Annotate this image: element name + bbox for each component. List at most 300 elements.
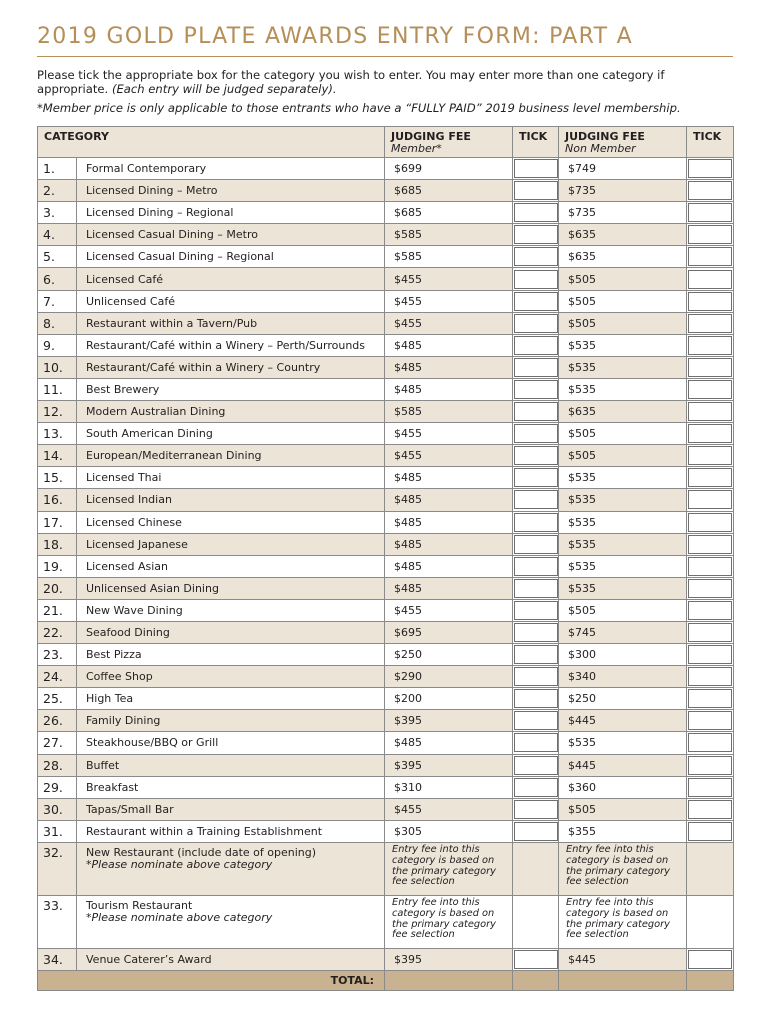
member-tick-checkbox[interactable] xyxy=(514,468,558,487)
table-row xyxy=(38,666,734,688)
category-name: New Wave Dining xyxy=(77,599,385,621)
category-number: 17. xyxy=(38,511,77,533)
member-tick-checkbox[interactable] xyxy=(514,623,558,642)
nonmember-fee: $535 xyxy=(559,378,687,400)
category-number: 29. xyxy=(38,776,77,798)
category-name: Family Dining xyxy=(77,710,385,732)
category-number: 13. xyxy=(38,423,77,445)
nonmember-tick-cell xyxy=(687,334,734,356)
category-number: 32. xyxy=(38,842,77,895)
member-tick-cell xyxy=(513,489,559,511)
member-tick-cell xyxy=(513,577,559,599)
member-fee: $695 xyxy=(385,621,513,643)
member-fee: $485 xyxy=(385,356,513,378)
table-row xyxy=(38,511,734,533)
member-tick-total xyxy=(513,971,559,991)
nonmember-tick-checkbox[interactable] xyxy=(688,623,732,642)
category-name: Restaurant within a Tavern/Pub xyxy=(77,312,385,334)
nonmember-tick-checkbox[interactable] xyxy=(688,181,732,200)
nonmember-tick-checkbox[interactable] xyxy=(688,247,732,266)
member-fee: $685 xyxy=(385,180,513,202)
table-row xyxy=(38,423,734,445)
member-tick-checkbox[interactable] xyxy=(514,336,558,355)
nonmember-tick-checkbox[interactable] xyxy=(688,424,732,443)
category-number: 19. xyxy=(38,555,77,577)
nonmember-tick-checkbox[interactable] xyxy=(688,557,732,576)
table-row xyxy=(38,489,734,511)
member-tick-checkbox[interactable] xyxy=(514,733,558,752)
member-tick-checkbox[interactable] xyxy=(514,203,558,222)
table-row xyxy=(38,180,734,202)
category-name: Unlicensed Asian Dining xyxy=(77,577,385,599)
category-number: 20. xyxy=(38,577,77,599)
table-row xyxy=(38,644,734,666)
member-fee-note: Entry fee into this category is based on the primary category fee selection xyxy=(392,896,496,941)
member-fee: $305 xyxy=(385,820,513,842)
category-number: 6. xyxy=(38,268,77,290)
table-row xyxy=(38,334,734,356)
table-row xyxy=(38,555,734,577)
nonmember-fee: $735 xyxy=(559,202,687,224)
member-tick-checkbox[interactable] xyxy=(514,402,558,421)
table-row xyxy=(38,688,734,710)
category-name: European/Mediterranean Dining xyxy=(77,445,385,467)
nonmember-fee: $735 xyxy=(559,180,687,202)
category-name: Licensed Casual Dining – Metro xyxy=(77,224,385,246)
table-row xyxy=(38,401,734,423)
category-name: Seafood Dining xyxy=(77,621,385,643)
member-tick-cell xyxy=(513,754,559,776)
instructions-italic: (Each entry will be judged separately). xyxy=(111,82,337,96)
member-tick-checkbox[interactable] xyxy=(514,950,558,969)
nonmember-fee-header-label: JUDGING FEE xyxy=(565,130,645,143)
member-total-field[interactable] xyxy=(385,971,513,991)
nonmember-tick-cell xyxy=(687,224,734,246)
instructions-line: Please tick the appropriate box for the category you wish to enter. You may enter more than one category if appropriate. xyxy=(37,68,665,96)
member-tick-checkbox[interactable] xyxy=(514,601,558,620)
member-tick-cell xyxy=(513,224,559,246)
member-tick-checkbox[interactable] xyxy=(514,181,558,200)
nonmember-tick-cell xyxy=(687,312,734,334)
table-row xyxy=(38,710,734,732)
nonmember-tick-checkbox[interactable] xyxy=(688,822,732,841)
member-fee-header-sub: Member* xyxy=(391,142,442,155)
nonmember-fee: $360 xyxy=(559,776,687,798)
category-name: New Restaurant (include date of opening) xyxy=(86,845,317,859)
member-fee: $485 xyxy=(385,489,513,511)
category-number: 2. xyxy=(38,180,77,202)
nonmember-fee: $300 xyxy=(559,644,687,666)
nonmember-tick-checkbox[interactable] xyxy=(688,667,732,686)
category-name: Best Brewery xyxy=(77,378,385,400)
nonmember-tick-checkbox[interactable] xyxy=(688,601,732,620)
nonmember-fee: $505 xyxy=(559,312,687,334)
nonmember-tick-checkbox[interactable] xyxy=(688,336,732,355)
member-tick-cell xyxy=(513,895,559,948)
category-name: South American Dining xyxy=(77,423,385,445)
member-fee: $455 xyxy=(385,312,513,334)
table-row xyxy=(38,776,734,798)
nonmember-tick-checkbox[interactable] xyxy=(688,358,732,377)
member-tick-cell xyxy=(513,268,559,290)
nonmember-fee: $250 xyxy=(559,688,687,710)
member-tick-cell xyxy=(513,401,559,423)
category-number: 27. xyxy=(38,732,77,754)
member-tick-cell xyxy=(513,555,559,577)
member-fee: $585 xyxy=(385,246,513,268)
total-label: TOTAL: xyxy=(38,971,385,991)
nonmember-tick-checkbox[interactable] xyxy=(688,513,732,532)
nonmember-fee: $505 xyxy=(559,268,687,290)
nonmember-tick-cell xyxy=(687,776,734,798)
table-row xyxy=(38,895,734,948)
member-fee: $485 xyxy=(385,378,513,400)
category-number: 8. xyxy=(38,312,77,334)
member-fee: $395 xyxy=(385,754,513,776)
table-row xyxy=(38,948,734,970)
table-row xyxy=(38,577,734,599)
nonmember-tick-cell xyxy=(687,732,734,754)
table-row xyxy=(38,378,734,400)
nonmember-tick-cell xyxy=(687,895,734,948)
nonmember-tick-cell xyxy=(687,202,734,224)
nonmember-fee: $635 xyxy=(559,246,687,268)
category-name: Tourism Restaurant xyxy=(86,898,193,912)
member-tick-checkbox[interactable] xyxy=(514,446,558,465)
member-tick-cell xyxy=(513,776,559,798)
member-fee: $585 xyxy=(385,401,513,423)
nonmember-fee-header-sub: Non Member xyxy=(565,142,636,155)
category-number: 18. xyxy=(38,533,77,555)
member-tick-checkbox[interactable] xyxy=(514,292,558,311)
nonmember-fee: $635 xyxy=(559,224,687,246)
member-tick-cell xyxy=(513,312,559,334)
member-tick-cell xyxy=(513,158,559,180)
category-name: Restaurant within a Training Establishment xyxy=(77,820,385,842)
member-fee: $455 xyxy=(385,423,513,445)
member-tick-cell xyxy=(513,948,559,970)
category-name: Tapas/Small Bar xyxy=(77,798,385,820)
member-tick-checkbox[interactable] xyxy=(514,225,558,244)
member-tick-cell xyxy=(513,688,559,710)
category-number: 23. xyxy=(38,644,77,666)
nonmember-tick-checkbox[interactable] xyxy=(688,446,732,465)
member-fee: $485 xyxy=(385,577,513,599)
nonmember-tick-cell xyxy=(687,467,734,489)
nonmember-tick-cell xyxy=(687,489,734,511)
nonmember-tick-cell xyxy=(687,644,734,666)
member-tick-checkbox[interactable] xyxy=(514,513,558,532)
member-fee: $485 xyxy=(385,334,513,356)
member-tick-checkbox[interactable] xyxy=(514,778,558,797)
member-tick-cell xyxy=(513,246,559,268)
member-fee: $455 xyxy=(385,268,513,290)
category-number: 15. xyxy=(38,467,77,489)
category-name: Best Pizza xyxy=(77,644,385,666)
nonmember-tick-cell xyxy=(687,842,734,895)
member-tick-checkbox[interactable] xyxy=(514,579,558,598)
category-name: Licensed Chinese xyxy=(77,511,385,533)
member-tick-checkbox[interactable] xyxy=(514,314,558,333)
category-name: Steakhouse/BBQ or Grill xyxy=(77,732,385,754)
member-tick-cell xyxy=(513,290,559,312)
nonmember-tick-checkbox[interactable] xyxy=(688,800,732,819)
member-fee: $200 xyxy=(385,688,513,710)
category-header: CATEGORY xyxy=(38,127,385,158)
nonmember-tick-checkbox[interactable] xyxy=(688,950,732,969)
nonmember-fee: $749 xyxy=(559,158,687,180)
nonmember-fee-cell xyxy=(559,895,687,948)
member-fee: $310 xyxy=(385,776,513,798)
nonmember-fee: $505 xyxy=(559,798,687,820)
nonmember-tick-cell xyxy=(687,820,734,842)
member-fee: $485 xyxy=(385,732,513,754)
category-name: High Tea xyxy=(77,688,385,710)
member-tick-checkbox[interactable] xyxy=(514,756,558,775)
table-row xyxy=(38,754,734,776)
table-row xyxy=(38,467,734,489)
category-number: 5. xyxy=(38,246,77,268)
member-tick-checkbox[interactable] xyxy=(514,380,558,399)
category-number: 21. xyxy=(38,599,77,621)
table-row xyxy=(38,533,734,555)
nonmember-tick-header: TICK xyxy=(687,127,734,158)
nonmember-tick-cell xyxy=(687,290,734,312)
nonmember-tick-checkbox[interactable] xyxy=(688,203,732,222)
nonmember-tick-checkbox[interactable] xyxy=(688,535,732,554)
member-fee: $290 xyxy=(385,666,513,688)
nonmember-tick-cell xyxy=(687,599,734,621)
title-divider xyxy=(37,56,733,57)
member-fee: $685 xyxy=(385,202,513,224)
table-row xyxy=(38,202,734,224)
table-row xyxy=(38,798,734,820)
category-name: Formal Contemporary xyxy=(77,158,385,180)
member-tick-cell xyxy=(513,467,559,489)
category-number: 25. xyxy=(38,688,77,710)
nonmember-tick-cell xyxy=(687,158,734,180)
nonmember-tick-checkbox[interactable] xyxy=(688,314,732,333)
member-tick-checkbox[interactable] xyxy=(514,645,558,664)
category-name: Licensed Asian xyxy=(77,555,385,577)
nonmember-tick-checkbox[interactable] xyxy=(688,402,732,421)
nonmember-tick-checkbox[interactable] xyxy=(688,468,732,487)
member-tick-checkbox[interactable] xyxy=(514,270,558,289)
member-tick-checkbox[interactable] xyxy=(514,159,558,178)
nominate-note: *Please nominate above category xyxy=(86,910,273,924)
table-row xyxy=(38,842,734,895)
category-name: Venue Caterer’s Award xyxy=(77,948,385,970)
member-tick-checkbox[interactable] xyxy=(514,247,558,266)
nonmember-tick-cell xyxy=(687,577,734,599)
nonmember-tick-checkbox[interactable] xyxy=(688,579,732,598)
nonmember-fee: $445 xyxy=(559,710,687,732)
nonmember-fee-note: Entry fee into this category is based on the primary category fee selection xyxy=(566,843,670,888)
nonmember-fee: $535 xyxy=(559,511,687,533)
member-fee-cell xyxy=(385,895,513,948)
category-number: 33. xyxy=(38,895,77,948)
nonmember-fee: $505 xyxy=(559,599,687,621)
nonmember-tick-cell xyxy=(687,423,734,445)
nonmember-fee: $535 xyxy=(559,467,687,489)
member-fee: $485 xyxy=(385,555,513,577)
category-number: 9. xyxy=(38,334,77,356)
member-tick-checkbox[interactable] xyxy=(514,535,558,554)
member-fee: $395 xyxy=(385,710,513,732)
member-tick-checkbox[interactable] xyxy=(514,822,558,841)
table-row xyxy=(38,290,734,312)
nonmember-tick-checkbox[interactable] xyxy=(688,645,732,664)
category-name: Licensed Café xyxy=(77,268,385,290)
member-tick-header: TICK xyxy=(513,127,559,158)
nonmember-fee: $340 xyxy=(559,666,687,688)
member-tick-checkbox[interactable] xyxy=(514,490,558,509)
category-name: Unlicensed Café xyxy=(77,290,385,312)
member-tick-checkbox[interactable] xyxy=(514,711,558,730)
member-fee: $585 xyxy=(385,224,513,246)
category-number: 14. xyxy=(38,445,77,467)
member-tick-checkbox[interactable] xyxy=(514,689,558,708)
category-name-cell xyxy=(77,895,385,948)
member-tick-cell xyxy=(513,180,559,202)
nonmember-tick-checkbox[interactable] xyxy=(688,756,732,775)
nonmember-fee: $505 xyxy=(559,290,687,312)
member-fee: $699 xyxy=(385,158,513,180)
category-number: 22. xyxy=(38,621,77,643)
category-number: 28. xyxy=(38,754,77,776)
nonmember-fee-note: Entry fee into this category is based on the primary category fee selection xyxy=(566,896,670,941)
table-row xyxy=(38,621,734,643)
nonmember-tick-checkbox[interactable] xyxy=(688,159,732,178)
table-row xyxy=(38,732,734,754)
member-tick-cell xyxy=(513,511,559,533)
nonmember-fee-header xyxy=(559,127,687,158)
nonmember-tick-cell xyxy=(687,798,734,820)
instructions xyxy=(37,68,737,115)
member-tick-checkbox[interactable] xyxy=(514,667,558,686)
member-tick-cell xyxy=(513,202,559,224)
category-number: 30. xyxy=(38,798,77,820)
category-number: 26. xyxy=(38,710,77,732)
nonmember-tick-checkbox[interactable] xyxy=(688,490,732,509)
member-fee-note: Entry fee into this category is based on the primary category fee selection xyxy=(392,843,496,888)
nonmember-tick-cell xyxy=(687,246,734,268)
category-number: 3. xyxy=(38,202,77,224)
member-tick-cell xyxy=(513,710,559,732)
nonmember-tick-checkbox[interactable] xyxy=(688,778,732,797)
member-tick-cell xyxy=(513,445,559,467)
member-fee: $485 xyxy=(385,533,513,555)
nonmember-tick-cell xyxy=(687,533,734,555)
category-number: 24. xyxy=(38,666,77,688)
category-name: Licensed Indian xyxy=(77,489,385,511)
category-name: Licensed Dining – Regional xyxy=(77,202,385,224)
nonmember-tick-checkbox[interactable] xyxy=(688,292,732,311)
nonmember-tick-cell xyxy=(687,754,734,776)
nonmember-fee: $355 xyxy=(559,820,687,842)
category-name: Licensed Thai xyxy=(77,467,385,489)
nominate-note: *Please nominate above category xyxy=(86,857,273,871)
member-fee: $250 xyxy=(385,644,513,666)
category-name: Modern Australian Dining xyxy=(77,401,385,423)
nonmember-fee: $535 xyxy=(559,356,687,378)
member-tick-cell xyxy=(513,599,559,621)
nonmember-fee: $505 xyxy=(559,423,687,445)
table-row xyxy=(38,158,734,180)
member-tick-checkbox[interactable] xyxy=(514,800,558,819)
nonmember-tick-checkbox[interactable] xyxy=(688,380,732,399)
member-fee: $455 xyxy=(385,798,513,820)
member-fee: $455 xyxy=(385,599,513,621)
category-number: 7. xyxy=(38,290,77,312)
category-number: 1. xyxy=(38,158,77,180)
nonmember-tick-checkbox[interactable] xyxy=(688,733,732,752)
member-tick-checkbox[interactable] xyxy=(514,557,558,576)
nonmember-fee: $635 xyxy=(559,401,687,423)
table-row xyxy=(38,224,734,246)
nonmember-tick-cell xyxy=(687,555,734,577)
member-tick-cell xyxy=(513,644,559,666)
nonmember-tick-checkbox[interactable] xyxy=(688,711,732,730)
table-row xyxy=(38,246,734,268)
member-tick-cell xyxy=(513,356,559,378)
page-title: 2019 GOLD PLATE AWARDS ENTRY FORM: PART A xyxy=(37,24,633,49)
nonmember-tick-checkbox[interactable] xyxy=(688,225,732,244)
nonmember-tick-cell xyxy=(687,268,734,290)
nonmember-total-field[interactable] xyxy=(559,971,687,991)
nonmember-tick-cell xyxy=(687,180,734,202)
nonmember-tick-checkbox[interactable] xyxy=(688,270,732,289)
member-tick-cell xyxy=(513,334,559,356)
member-tick-cell xyxy=(513,423,559,445)
category-name: Restaurant/Café within a Winery – Country xyxy=(77,356,385,378)
category-name: Restaurant/Café within a Winery – Perth/Surrounds xyxy=(77,334,385,356)
category-number: 31. xyxy=(38,820,77,842)
nonmember-fee: $535 xyxy=(559,334,687,356)
category-number: 12. xyxy=(38,401,77,423)
member-tick-checkbox[interactable] xyxy=(514,358,558,377)
category-name: Breakfast xyxy=(77,776,385,798)
nonmember-fee: $745 xyxy=(559,621,687,643)
nonmember-tick-cell xyxy=(687,710,734,732)
nonmember-fee: $535 xyxy=(559,577,687,599)
nonmember-fee: $535 xyxy=(559,555,687,577)
member-tick-cell xyxy=(513,798,559,820)
category-name: Licensed Casual Dining – Regional xyxy=(77,246,385,268)
member-tick-cell xyxy=(513,533,559,555)
nonmember-tick-cell xyxy=(687,948,734,970)
member-tick-checkbox[interactable] xyxy=(514,424,558,443)
nonmember-tick-cell xyxy=(687,356,734,378)
nonmember-tick-cell xyxy=(687,378,734,400)
instructions-text xyxy=(37,68,737,96)
nonmember-tick-total xyxy=(687,971,734,991)
category-name: Coffee Shop xyxy=(77,666,385,688)
nonmember-fee: $535 xyxy=(559,489,687,511)
nonmember-tick-checkbox[interactable] xyxy=(688,689,732,708)
member-tick-cell xyxy=(513,732,559,754)
table-row xyxy=(38,356,734,378)
category-number: 11. xyxy=(38,378,77,400)
nonmember-fee: $445 xyxy=(559,754,687,776)
nonmember-tick-cell xyxy=(687,445,734,467)
nonmember-tick-cell xyxy=(687,621,734,643)
member-fee-header-label: JUDGING FEE xyxy=(391,130,471,143)
category-name-cell xyxy=(77,842,385,895)
nonmember-tick-cell xyxy=(687,666,734,688)
member-fee: $485 xyxy=(385,467,513,489)
category-name: Licensed Japanese xyxy=(77,533,385,555)
